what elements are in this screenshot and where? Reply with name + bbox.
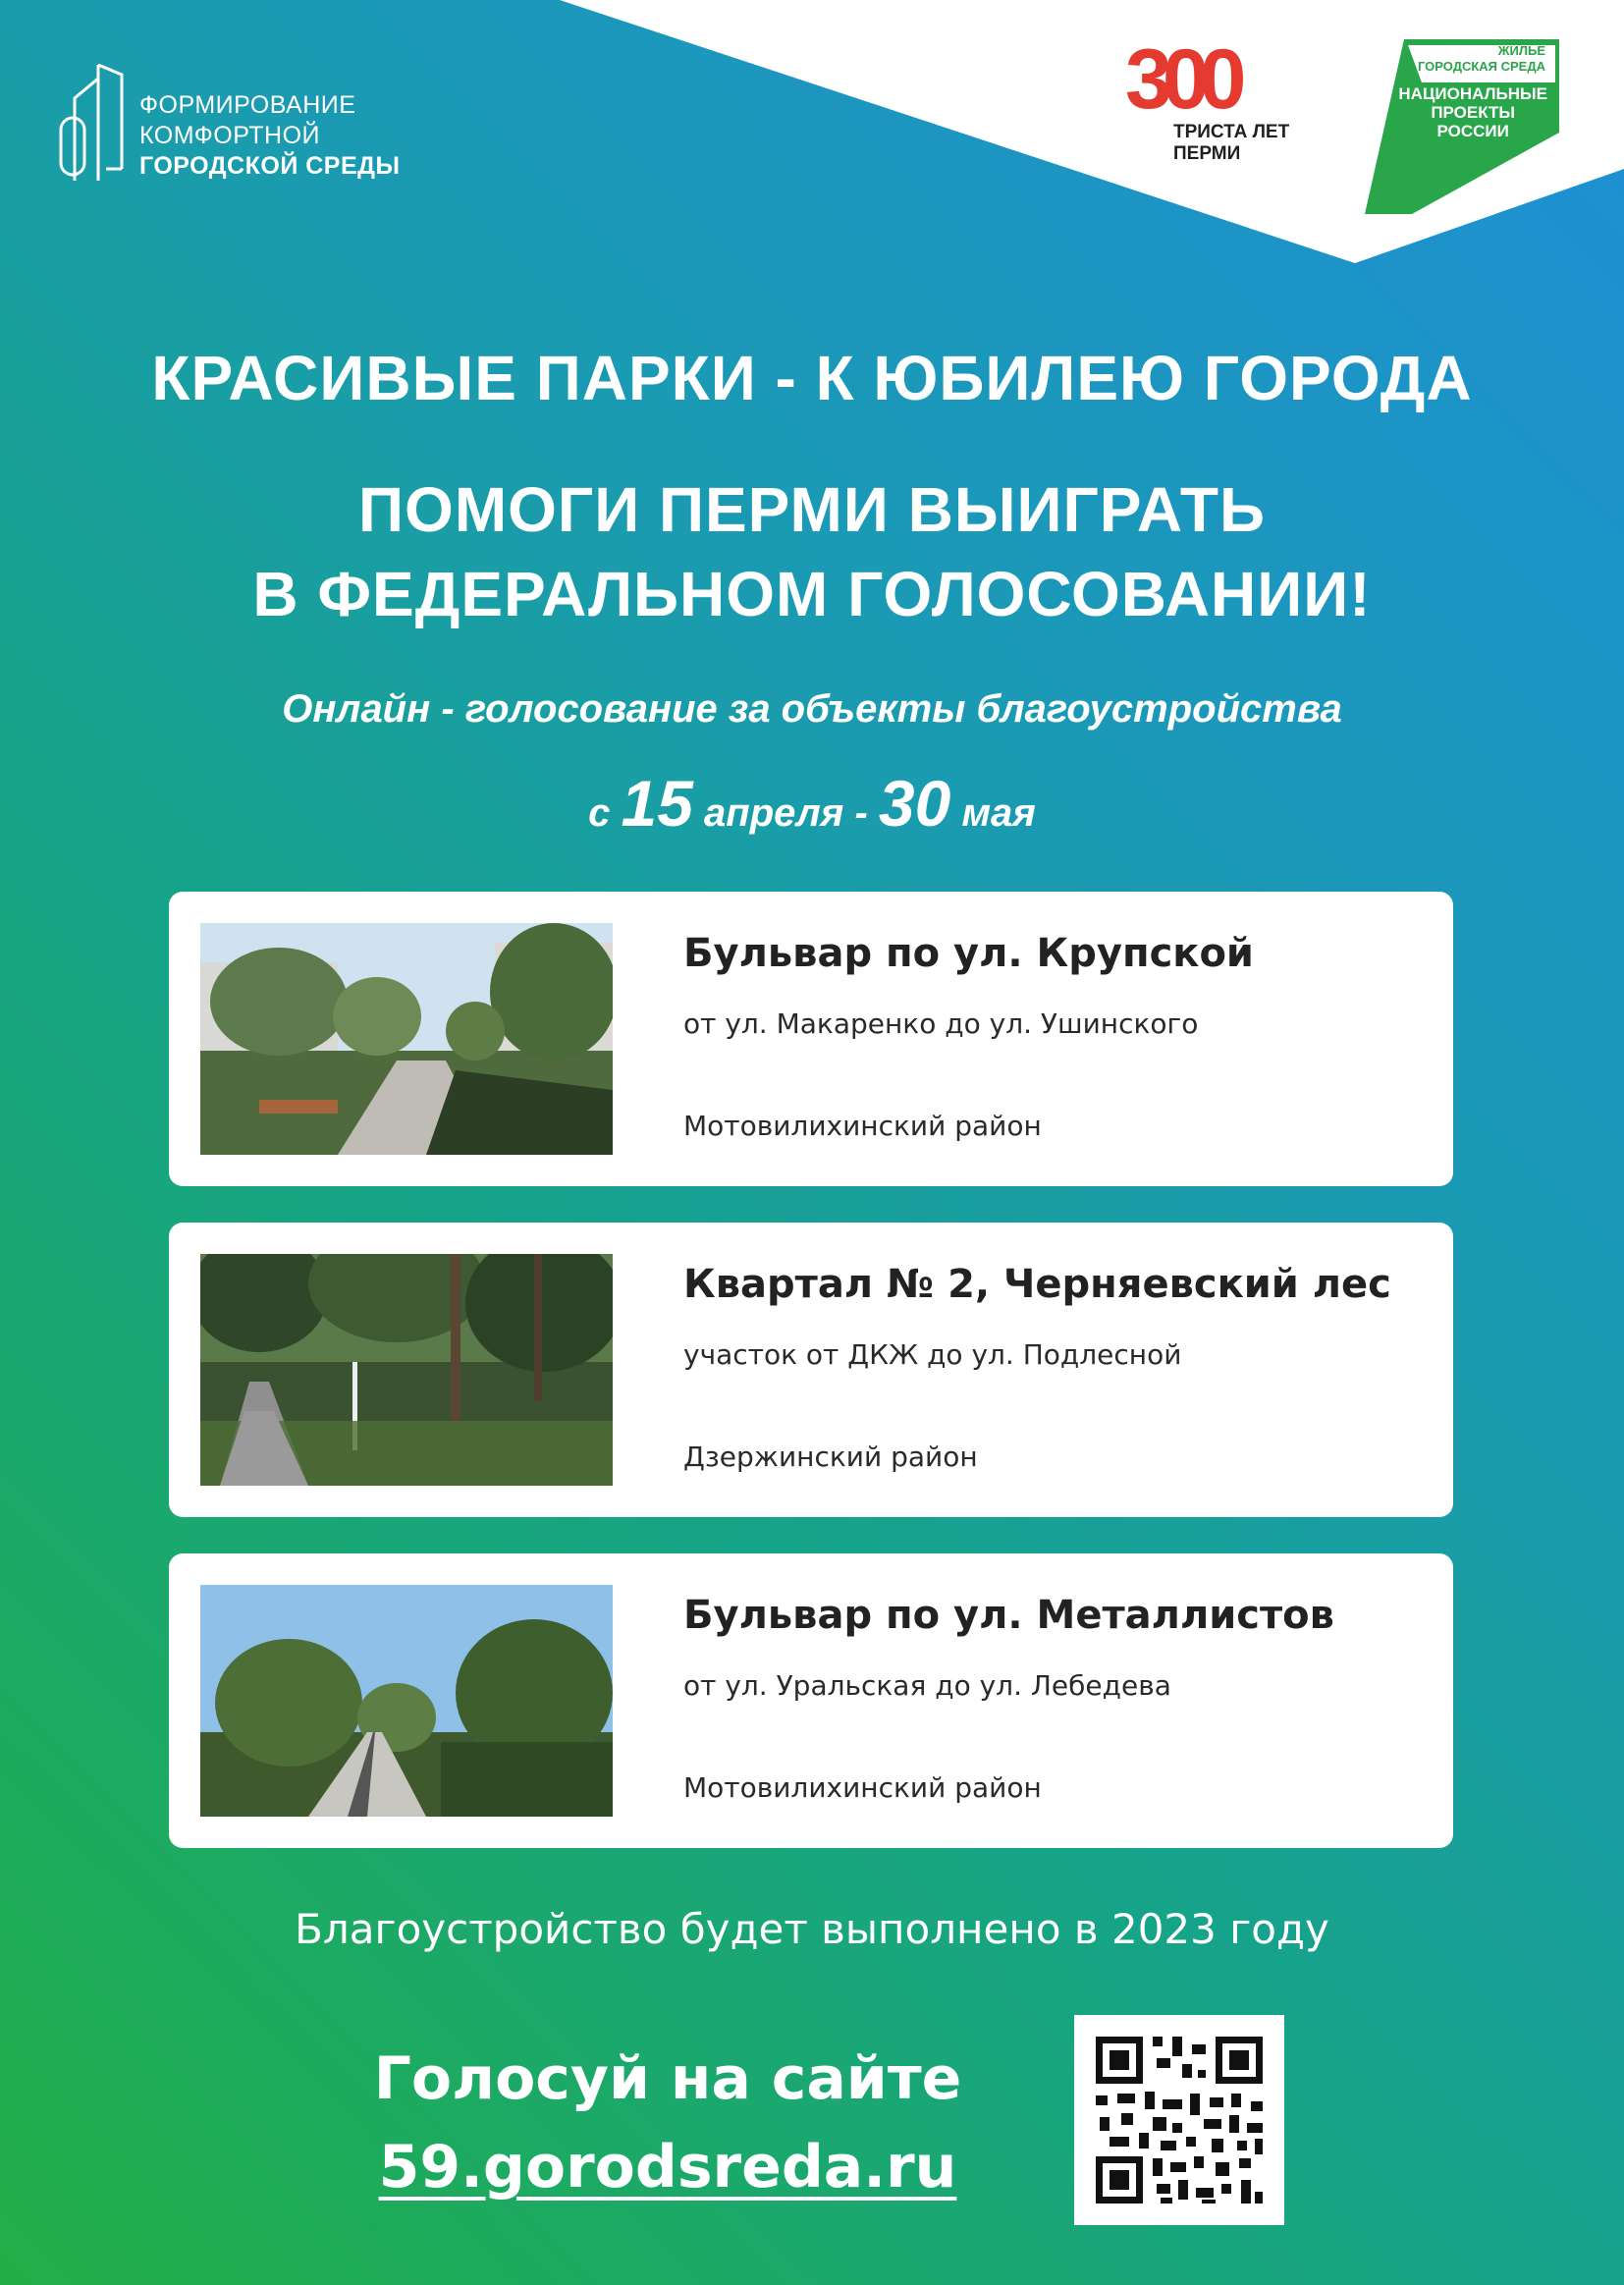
- project-card-1: [169, 892, 1453, 1186]
- project-district-2: Дзержинский район: [683, 1441, 978, 1473]
- dates-prefix: с: [588, 791, 611, 835]
- vote-label: Голосуй на сайте: [373, 2044, 962, 2113]
- qr-code-icon: [1074, 2015, 1284, 2225]
- perm-300-logo: [1119, 39, 1291, 172]
- logo-left-line-3: ГОРОДСКОЙ СРЕДЫ: [139, 152, 401, 180]
- np-top-line-2: И ГОРОДСКАЯ СРЕДА: [1404, 59, 1545, 74]
- logo-left-line-1: ФОРМИРОВАНИЕ: [139, 91, 356, 119]
- page-headline: КРАСИВЫЕ ПАРКИ - К ЮБИЛЕЮ ГОРОДА: [151, 343, 1473, 413]
- project-district-1: Мотовилихинский район: [683, 1110, 1042, 1142]
- logo-300-number: 300: [1125, 39, 1237, 123]
- dates-to-day: 30: [878, 767, 951, 840]
- 300-years-logo-icon: [1119, 39, 1291, 123]
- voting-dates: [0, 766, 1624, 841]
- logo-left-line-2: КОМФОРТНОЙ: [139, 122, 321, 149]
- np-main-line-3: РОССИИ: [1436, 122, 1509, 140]
- city-environment-logo: [57, 61, 430, 189]
- dates-from-month: апреля: [704, 791, 844, 835]
- project-card-3: [169, 1553, 1453, 1848]
- project-photo-2: [200, 1254, 613, 1486]
- voting-subtitle: Онлайн - голосование за объекты благоустройства: [282, 687, 1342, 731]
- project-photo-1: [200, 923, 613, 1155]
- np-main-line-2: ПРОЕКТЫ: [1431, 103, 1516, 122]
- np-top-line-1: ЖИЛЬЕ: [1497, 43, 1545, 58]
- project-title-3: Бульвар по ул. Металлистов: [683, 1593, 1334, 1638]
- call-line-2: В ФЕДЕРАЛЬНОМ ГОЛОСОВАНИИ!: [252, 559, 1372, 629]
- vote-site-link[interactable]: 59.gorodsreda.ru: [378, 2133, 957, 2202]
- call-line-1: ПОМОГИ ПЕРМИ ВЫИГРАТЬ: [358, 474, 1266, 545]
- project-route-1: от ул. Макаренко до ул. Ушинского: [683, 1007, 1199, 1040]
- project-photo-3: [200, 1585, 613, 1817]
- dates-separator: -: [854, 791, 868, 835]
- project-district-3: Мотовилихинский район: [683, 1771, 1042, 1804]
- dates-to-month: мая: [961, 791, 1036, 835]
- project-route-3: от ул. Уральская до ул. Лебедева: [683, 1669, 1171, 1702]
- project-route-2: участок от ДКЖ до ул. Подлесной: [683, 1338, 1182, 1371]
- national-projects-logo: [1363, 39, 1559, 216]
- logo-300-line-2: ПЕРМИ: [1173, 143, 1241, 164]
- qr-code[interactable]: [1074, 2015, 1284, 2225]
- completion-note: Благоустройство будет выполнено в 2023 году: [295, 1905, 1329, 1953]
- city-building-logo-icon: [57, 61, 126, 184]
- project-title-1: Бульвар по ул. Крупской: [683, 931, 1254, 976]
- dates-from-day: 15: [621, 767, 693, 840]
- project-title-2: Квартал № 2, Черняевский лес: [683, 1262, 1391, 1307]
- np-main-line-1: НАЦИОНАЛЬНЫЕ: [1398, 84, 1547, 103]
- vote-block: [324, 2035, 1011, 2211]
- project-card-2: [169, 1223, 1453, 1517]
- logo-300-line-1: ТРИСТА ЛЕТ: [1173, 122, 1290, 142]
- call-to-action-heading: [0, 467, 1624, 636]
